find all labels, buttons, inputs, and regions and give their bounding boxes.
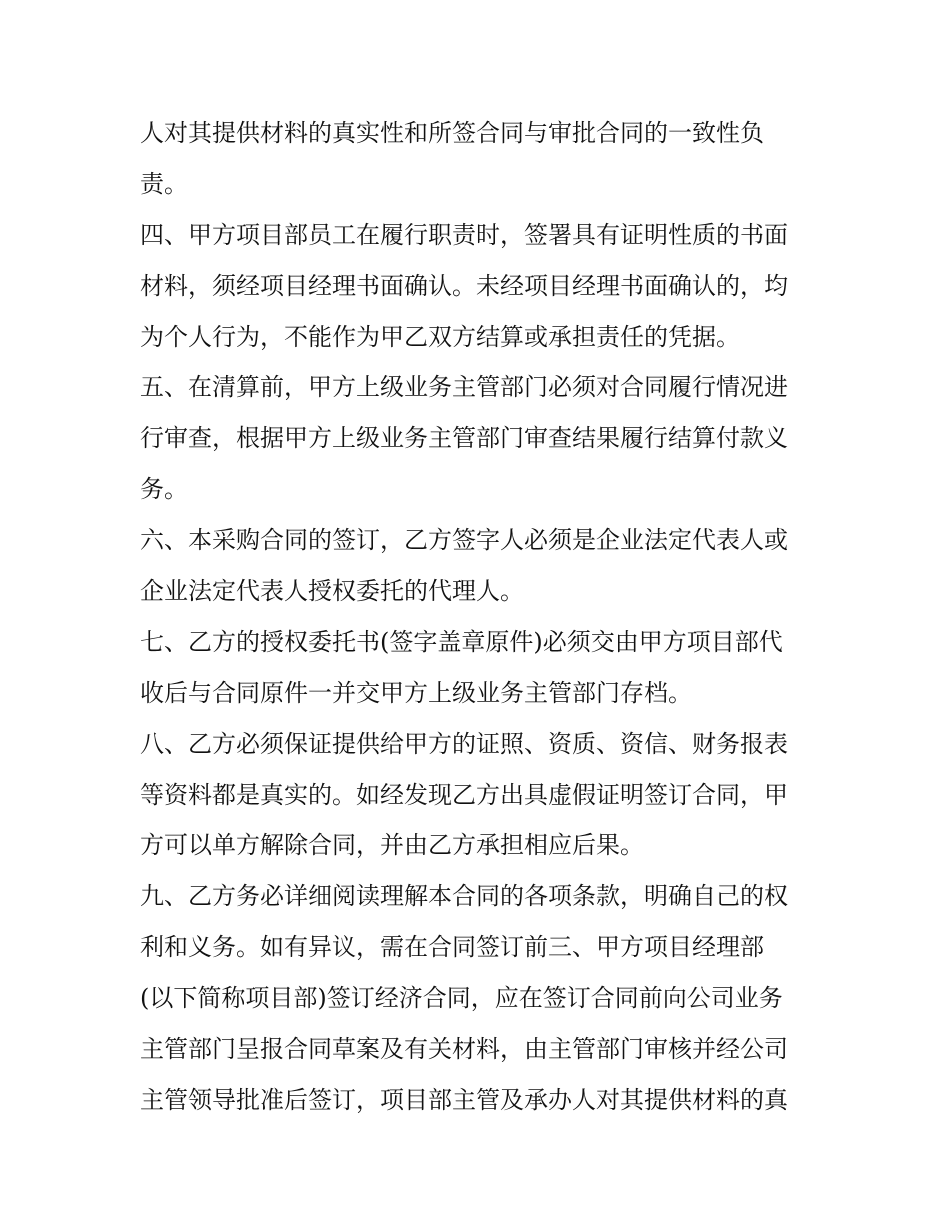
text-line: 九、乙方务必详细阅读理解本合同的各项条款，明确自己的权 — [140, 882, 788, 911]
text-line: 收后与合同原件一并交甲方上级业务主管部门存档。 — [140, 678, 692, 707]
text-line: 四、甲方项目部员工在履行职责时，签署具有证明性质的书面 — [140, 220, 788, 249]
text-line: 责。 — [140, 169, 188, 198]
text-line: 材料，须经项目经理书面确认。未经项目经理书面确认的，均 — [140, 271, 788, 300]
text-line: 务。 — [140, 475, 188, 504]
text-line: 八、乙方必须保证提供给甲方的证照、资质、资信、财务报表 — [140, 729, 788, 758]
text-line: 六、本采购合同的签订，乙方签字人必须是企业法定代表人或 — [140, 526, 788, 555]
text-line: 方可以单方解除合同，并由乙方承担相应后果。 — [140, 831, 644, 860]
text-line: 利和义务。如有异议，需在合同签订前三、甲方项目经理部 — [140, 933, 764, 962]
text-line: 企业法定代表人授权委托的代理人。 — [140, 577, 524, 606]
text-line: 为个人行为，不能作为甲乙双方结算或承担责任的凭据。 — [140, 322, 740, 351]
text-line: (以下简称项目部)签订经济合同，应在签订合同前向公司业务 — [140, 984, 783, 1013]
text-line: 主管领导批准后签订，项目部主管及承办人对其提供材料的真 — [140, 1085, 788, 1114]
text-line: 七、乙方的授权委托书(签字盖章原件)必须交由甲方项目部代 — [140, 627, 783, 656]
contract-text-body — [140, 108, 820, 1126]
text-line: 五、在清算前，甲方上级业务主管部门必须对合同履行情况进 — [140, 373, 788, 402]
text-line: 主管部门呈报合同草案及有关材料，由主管部门审核并经公司 — [140, 1035, 788, 1064]
text-line: 等资料都是真实的。如经发现乙方出具虚假证明签订合同，甲 — [140, 780, 788, 809]
text-line: 人对其提供材料的真实性和所签合同与审批合同的一致性负 — [140, 119, 764, 147]
text-line: 行审查，根据甲方上级业务主管部门审查结果履行结算付款义 — [140, 424, 788, 453]
